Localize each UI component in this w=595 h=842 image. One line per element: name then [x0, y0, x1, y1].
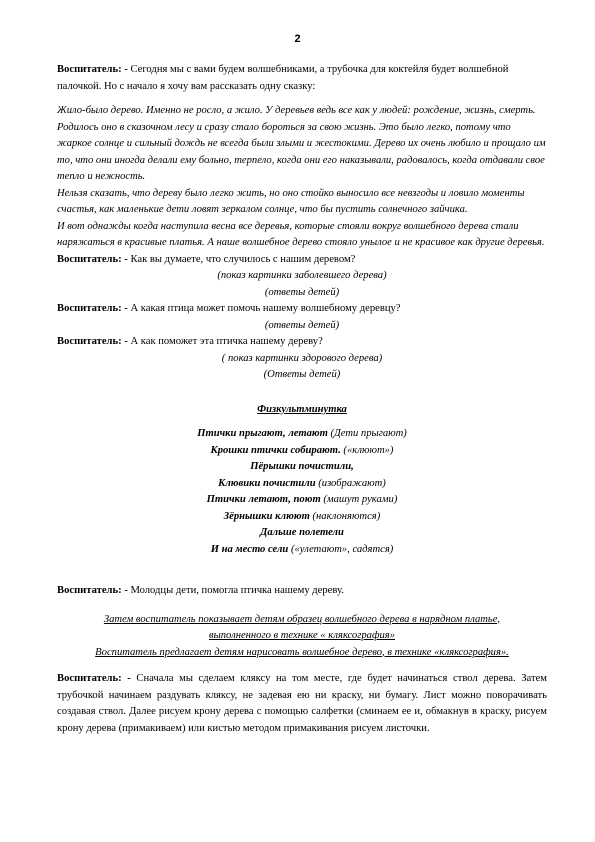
final-text: Сначала мы сделаем кляксу на том месте, где будет начинаться ствол дерева. Затем трубочкой начинаем раздувать кляксу, не задевая ею ни краску, ни бумагу. Лист можно поворачивать создавая ствол. Далее рисуем крону дерева с помощью салфетки (сминаем ее и, обмакнув в краску, рисуем крону дерева (примакиваем) или кистью методом примакивания рисуем листочки. [57, 673, 547, 734]
praise-paragraph [57, 583, 547, 600]
intro-text: Сегодня мы с вами будем волшебниками, а трубочка для коктейля будет волшебной палочкой. Но с начало я хочу вам рассказать одну сказку: [57, 64, 509, 92]
praise-text: Молодцы дети, помогла птичка нашему дереву. [130, 585, 344, 596]
question-1 [57, 252, 547, 269]
stage-note: (Ответы детей) [263, 369, 341, 380]
speaker-label: Воспитатель: - [57, 303, 128, 314]
speaker-label: Воспитатель: - [57, 336, 128, 347]
question-2-text: А какая птица может помочь нашему волшебному деревцу? [130, 303, 401, 314]
stage-note: ( показ картинки здорового дерева) [221, 352, 383, 364]
speaker-label: Воспитатель: - [57, 585, 128, 596]
poem-line: Птички прыгают, летают (Дети прыгают) [197, 428, 407, 439]
poem-line: И на место сели («улетают», садятся) [210, 543, 394, 555]
question-1-text: Как вы думаете, что случилось с нашим деревом? [130, 253, 356, 265]
final-paragraph [57, 671, 547, 737]
speaker-label: Воспитатель: - [57, 64, 128, 75]
question-2 [57, 301, 547, 318]
speaker-label: Воспитатель: - [57, 253, 128, 265]
page-number: 2 [294, 33, 301, 45]
instruction-note: Воспитатель предлагает детям нарисовать волшебное дерево, в технике «кляксография». [95, 646, 509, 658]
stage-note: (ответы детей) [264, 319, 340, 331]
poem-line: Крошки птички собирают. («клюют») [210, 444, 394, 456]
paragraph-intro [57, 62, 547, 95]
story-paragraph-2: Нельзя сказать, что дереву было легко жить, но оно стойко выносило все невзгоды и ловило моменты счастья, как маленькие дети ловят зеркалом солнце, что бы пустить солнечного зайчика. [57, 187, 525, 215]
poem-line: Пёрышки почистили, [250, 461, 354, 472]
poem-line: Птички летают, поют (машут руками) [206, 494, 398, 505]
question-3 [57, 334, 547, 351]
story-paragraph-3: И вот однажды когда наступила весна все деревья, которые стояли вокруг волшебного дерева стали наряжаться в красивые платья. А наше волшебное дерево стояло унылое и не красивое как другие деревья. [57, 220, 545, 248]
instruction-note: Затем воспитатель показывает детям образец волшебного дерева в нарядном платье, [103, 613, 501, 625]
stage-note: (ответы детей) [264, 286, 340, 298]
question-3-text: А как поможет эта птичка нашему дереву? [130, 336, 323, 347]
poem-line: Дальше полетели [260, 527, 344, 538]
document-body [57, 62, 547, 737]
story-paragraph-1: Жило-было дерево. Именно не росло, а жило. У деревьев ведь все как у людей: рождение, жизнь, смерть. Родилось оно в сказочном лесу и сразу стало бороться за свою жизнь. Это было легко, потому что жаркое солнце и сильный дождь не всегда были злыми и жестокими. Дерево их очень любило и прощало им то, что они иногда делали ему больно, терпело, когда они его наказывали, радовалось, когда отдавали свое тепло и нежность. [57, 105, 546, 182]
poem [57, 426, 547, 558]
poem-line: Зёрнышки клюют (наклоняются) [223, 510, 381, 522]
speaker-label: Воспитатель: - [57, 673, 131, 684]
stage-note: (показ картинки заболевшего дерева) [217, 270, 387, 281]
fizminutka-heading: Физкультминутка [257, 403, 347, 415]
poem-line: Клювики почистили (изображают) [218, 477, 386, 489]
instruction-note: выполненного в технике « кляксография» [208, 630, 396, 641]
